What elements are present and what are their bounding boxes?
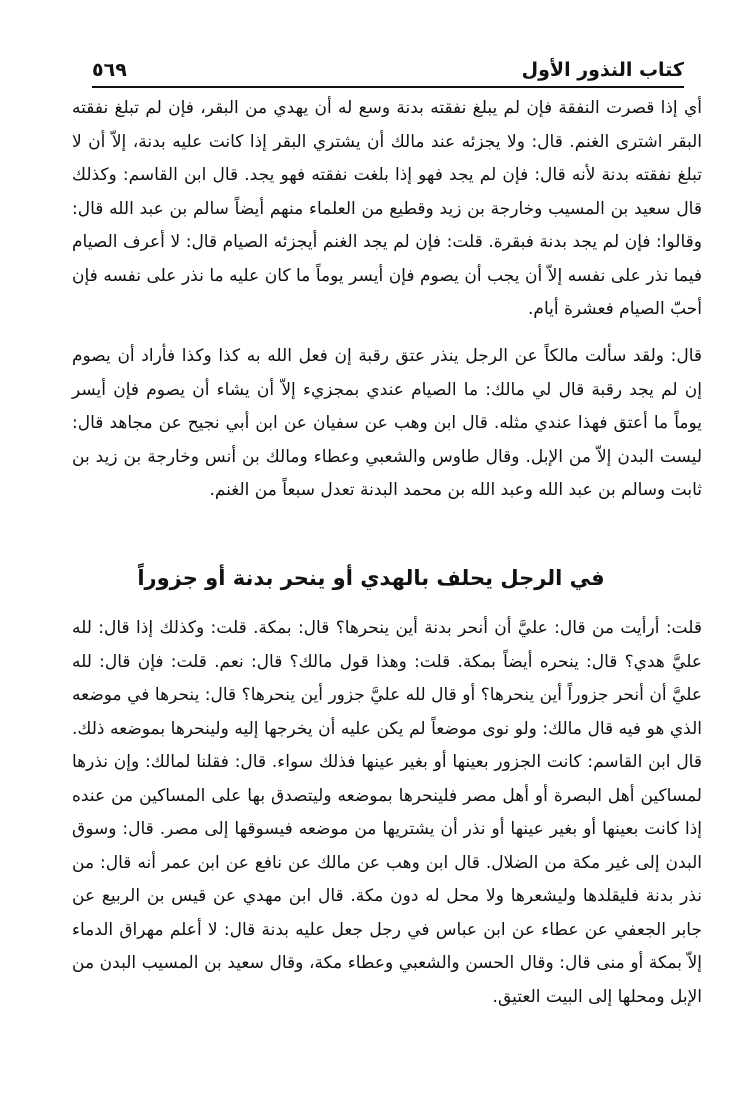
paragraph-1 — [72, 92, 702, 327]
section-heading: في الرجل يحلف بالهدي أو ينحر بدنة أو جزوراً — [137, 566, 605, 590]
section-paragraph — [72, 612, 702, 1014]
header-divider — [92, 86, 684, 88]
running-title: كتاب النذور الأول — [521, 59, 684, 81]
page-number: ٥٦٩ — [92, 59, 127, 81]
paragraph-2 — [72, 340, 702, 508]
section-paragraph-text: قلت: أرأيت من قال: عليَّ أن أنحر بدنة أين ينحرها؟ قال: بمكة. قلت: وكذلك إذا قال: لله عليَّ هدي؟ قال: ينحره أيضاً بمكة. قلت: وهذا قول مالك؟ قال: نعم. قلت: فإن قال: لله عليَّ أن أنحر جزوراً أين ينحرها؟ أو قال لله عليَّ جزور أين ينحرها؟ قال: ينحرها في موضعه الذي هو فيه قال مالك: ولو نوى موضعاً لم يكن عليه أن يخرجها إليه ولينحرها بموضعه ذلك. قال ابن القاسم: كانت الجزور بعينها أو بغير عينها فذلك سواء. قال: فقلنا لمالك: وإن نذرها لمساكين أهل البصرة أو أهل مصر فلينحرها بموضعه وليتصدق بها على المساكين من عنده إذا كانت بعينها أو بغير عينها أو نذر أن يشتريها من موضعه فيسوقها إلى مصر. قال: وسوق البدن إلى غير مكة من الضلال. قال ابن وهب عن مالك عن نافع عن ابن عمر أنه قال: من نذر بدنة فليقلدها وليشعرها ولا محل له دون مكة. قال ابن مهدي عن قيس بن الربيع عن جابر الجعفي عن عطاء عن ابن عباس في رجل جعل عليه بدنة قال: لا أعلم مهراق الدماء إلاّ بمكة أو منى قال: وقال الحسن والشعبي وعطاء مكة، وقال سعيد بن المسيب البدن من الإبل ومحلها إلى البيت العتيق. — [72, 618, 702, 1007]
page-header — [92, 56, 684, 86]
paragraph-1-text: أي إذا قصرت النفقة فإن لم يبلغ نفقته بدنة وسع له أن يهدي من البقر، فإن لم تبلغ نفقته البقر اشترى الغنم. قال: ولا يجزئه عند مالك أن يشتري البقر إذا كانت عليه بدنة، إلاّ أن لا تبلغ نفقته بدنة لأنه قال: فإن لم يجد فهو إذا بلغت نفقته فهو يجد. قال ابن القاسم: وكذلك قال سعيد بن المسيب وخارجة بن زيد وقطيع من العلماء منهم أيضاً سالم بن عبد الله قال: وقالوا: فإن لم يجد بدنة فبقرة. قلت: فإن لم يجد الغنم أيجزئه الصيام قال: لا أعرف الصيام فيما نذر على نفسه إلاّ أن يجب أن يصوم فإن أيسر يوماً ما كان عليه ما نذر على نفسه فإن أحبّ الصيام فعشرة أيام. — [72, 98, 702, 319]
paragraph-2-text: قال: ولقد سألت مالكاً عن الرجل ينذر عتق رقبة إن فعل الله به كذا وكذا فأراد أن يصوم إن لم يجد رقبة قال لي مالك: ما الصيام عندي بمجزيء إلاّ أن يشاء أن يصوم فإن أيسر يوماً ما أعتق فهذا عندي مثله. قال ابن وهب عن سفيان عن ابن أبي نجيح عن مجاهد قال: ليست البدن إلاّ من الإبل. وقال طاوس والشعبي وعطاء ومالك بن أنس وخارجة بن زيد بن ثابت وسالم بن عبد الله وعبد الله بن محمد البدنة تعدل سبعاً من الغنم. — [72, 346, 702, 500]
